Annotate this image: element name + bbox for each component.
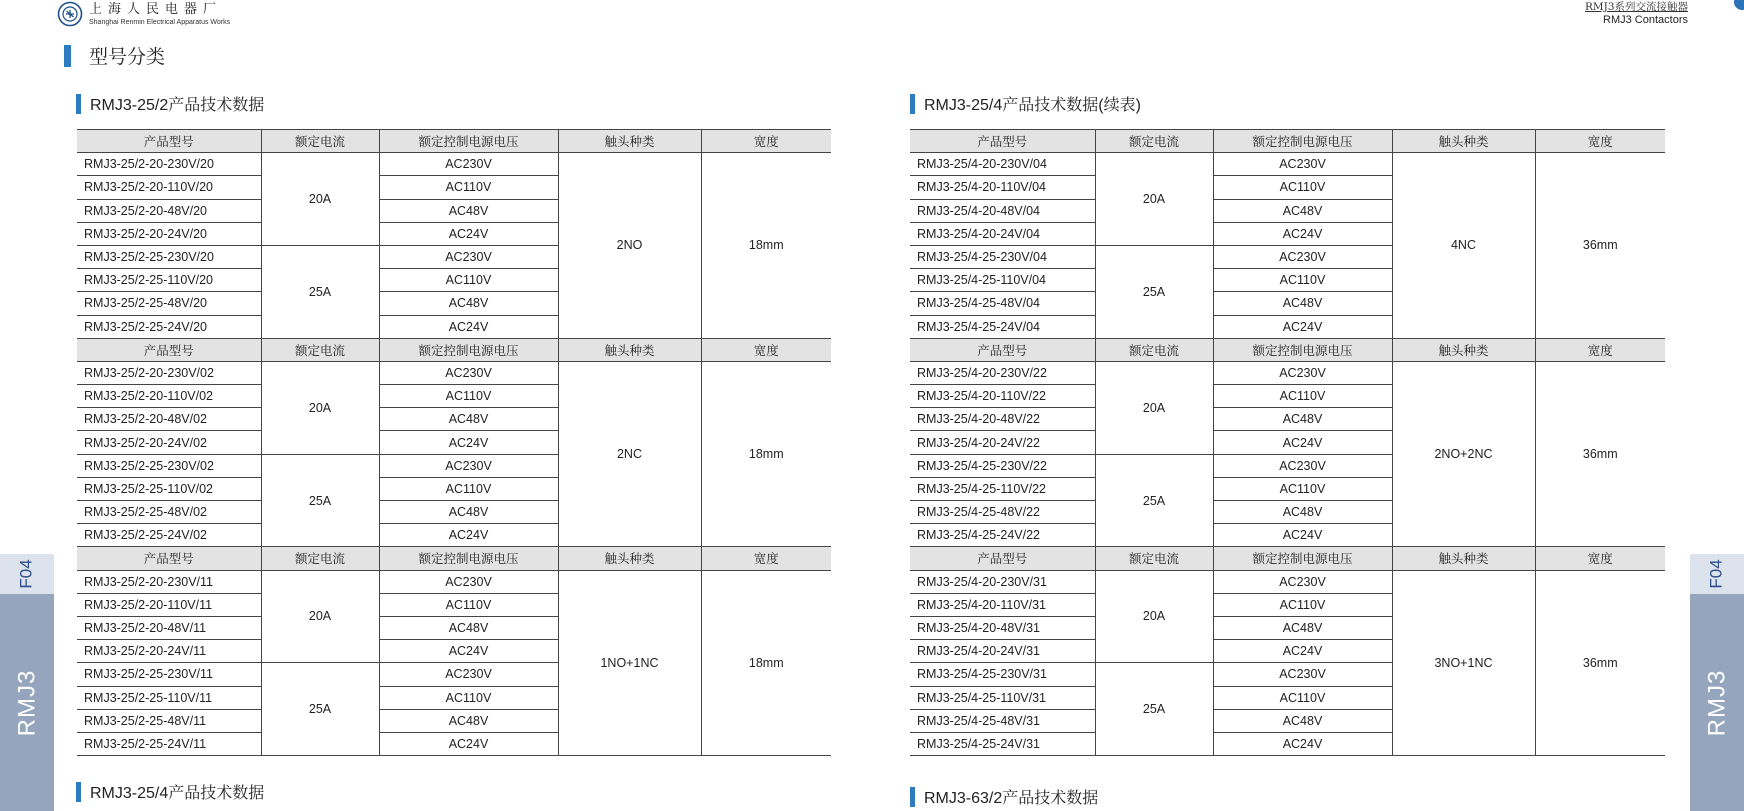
current-cell: 25A <box>1095 454 1213 547</box>
model-cell: RMJ3-25/2-20-48V/02 <box>77 408 261 431</box>
model-cell: RMJ3-25/4-25-110V/04 <box>910 269 1095 292</box>
header-model: 产品型号 <box>910 547 1095 570</box>
voltage-cell: AC230V <box>1213 245 1392 268</box>
left-table-heading <box>76 92 264 115</box>
voltage-cell: AC110V <box>379 477 558 500</box>
page-code: F04 <box>16 559 36 589</box>
voltage-cell: AC110V <box>1213 385 1392 408</box>
heading-bar <box>76 782 81 802</box>
model-cell: RMJ3-25/2-25-48V/20 <box>77 292 261 315</box>
width-cell: 36mm <box>1535 361 1665 547</box>
model-cell: RMJ3-25/4-25-230V/04 <box>910 245 1095 268</box>
current-cell: 25A <box>261 454 379 547</box>
voltage-cell: AC24V <box>379 315 558 338</box>
current-cell: 20A <box>1095 570 1213 663</box>
voltage-cell: AC110V <box>379 385 558 408</box>
model-cell: RMJ3-25/2-20-24V/11 <box>77 640 261 663</box>
bottom-right-heading <box>910 785 1098 808</box>
section-heading <box>64 42 165 69</box>
header-current: 额定电流 <box>261 547 379 570</box>
series-header <box>1585 1 1688 27</box>
model-cell: RMJ3-25/4-20-48V/04 <box>910 199 1095 222</box>
model-cell: RMJ3-25/2-25-24V/20 <box>77 315 261 338</box>
right-table-title: RMJ3-25/4产品技术数据(续表) <box>924 97 1141 114</box>
model-cell: RMJ3-25/2-20-230V/11 <box>77 570 261 593</box>
header-voltage: 额定控制电源电压 <box>1213 547 1392 570</box>
header-width: 宽度 <box>701 547 831 570</box>
voltage-cell: AC24V <box>379 431 558 454</box>
voltage-cell: AC110V <box>1213 269 1392 292</box>
table-header-row <box>910 547 1665 570</box>
model-cell: RMJ3-25/4-25-110V/31 <box>910 686 1095 709</box>
header-current: 额定电流 <box>1095 130 1213 153</box>
voltage-cell: AC110V <box>1213 686 1392 709</box>
model-cell: RMJ3-25/4-25-24V/22 <box>910 524 1095 547</box>
model-cell: RMJ3-25/2-25-24V/02 <box>77 524 261 547</box>
model-cell: RMJ3-25/4-25-24V/04 <box>910 315 1095 338</box>
header-width: 宽度 <box>1535 547 1665 570</box>
model-cell: RMJ3-25/2-20-110V/11 <box>77 593 261 616</box>
voltage-cell: AC48V <box>379 709 558 732</box>
page-code: F04 <box>1706 559 1726 589</box>
voltage-cell: AC24V <box>379 732 558 755</box>
model-cell: RMJ3-25/4-25-110V/22 <box>910 477 1095 500</box>
voltage-cell: AC110V <box>1213 176 1392 199</box>
model-cell: RMJ3-25/4-25-24V/31 <box>910 732 1095 755</box>
voltage-cell: AC48V <box>379 616 558 639</box>
product-tab-label: RMJ3 <box>1703 669 1731 736</box>
header-current: 额定电流 <box>1095 338 1213 361</box>
width-cell: 18mm <box>701 153 831 339</box>
model-cell: RMJ3-25/4-25-48V/31 <box>910 709 1095 732</box>
model-cell: RMJ3-25/4-20-230V/31 <box>910 570 1095 593</box>
model-cell: RMJ3-25/2-20-230V/02 <box>77 361 261 384</box>
model-cell: RMJ3-25/2-20-230V/20 <box>77 153 261 176</box>
voltage-cell: AC48V <box>379 501 558 524</box>
voltage-cell: AC24V <box>1213 431 1392 454</box>
header-voltage: 额定控制电源电压 <box>1213 130 1392 153</box>
voltage-cell: AC230V <box>379 153 558 176</box>
table-header-row <box>77 547 831 570</box>
width-cell: 18mm <box>701 570 831 756</box>
header-model: 产品型号 <box>77 547 261 570</box>
series-title-en: RMJ3 Contactors <box>1603 14 1688 26</box>
model-cell: RMJ3-25/4-20-230V/04 <box>910 153 1095 176</box>
company-emblem-icon <box>57 1 83 27</box>
table-row <box>910 361 1665 384</box>
width-cell: 18mm <box>701 361 831 547</box>
model-cell: RMJ3-25/4-20-24V/31 <box>910 640 1095 663</box>
table-row <box>77 153 831 176</box>
model-cell: RMJ3-25/2-25-24V/11 <box>77 732 261 755</box>
heading-bar <box>910 94 915 114</box>
header-contact: 触头种类 <box>1392 547 1535 570</box>
header-current: 额定电流 <box>261 338 379 361</box>
current-cell: 25A <box>261 245 379 338</box>
contact-type-cell: 2NO+2NC <box>1392 361 1535 547</box>
series-title-cn: RMJ3系列交流接触器 <box>1584 1 1688 13</box>
voltage-cell: AC24V <box>1213 222 1392 245</box>
model-cell: RMJ3-25/2-25-110V/02 <box>77 477 261 500</box>
voltage-cell: AC24V <box>379 640 558 663</box>
header-model: 产品型号 <box>77 338 261 361</box>
heading-bar <box>76 94 81 114</box>
contact-type-cell: 4NC <box>1392 153 1535 339</box>
current-cell: 20A <box>261 153 379 246</box>
bottom-left-title: RMJ3-25/4产品技术数据 <box>90 785 265 802</box>
table-row <box>910 570 1665 593</box>
voltage-cell: AC48V <box>379 292 558 315</box>
model-cell: RMJ3-25/2-20-48V/11 <box>77 616 261 639</box>
model-cell: RMJ3-25/2-20-24V/20 <box>77 222 261 245</box>
current-cell: 20A <box>1095 153 1213 246</box>
contact-type-cell: 2NO <box>558 153 701 339</box>
width-cell: 36mm <box>1535 153 1665 339</box>
contact-type-cell: 3NO+1NC <box>1392 570 1535 756</box>
model-cell: RMJ3-25/4-25-230V/22 <box>910 454 1095 477</box>
current-cell: 20A <box>261 570 379 663</box>
header-contact: 触头种类 <box>558 130 701 153</box>
model-cell: RMJ3-25/2-25-48V/02 <box>77 501 261 524</box>
model-cell: RMJ3-25/2-20-24V/02 <box>77 431 261 454</box>
voltage-cell: AC110V <box>1213 477 1392 500</box>
model-cell: RMJ3-25/2-25-230V/11 <box>77 663 261 686</box>
current-cell: 25A <box>1095 245 1213 338</box>
current-cell: 20A <box>1095 361 1213 454</box>
header-contact: 触头种类 <box>558 547 701 570</box>
voltage-cell: AC48V <box>1213 709 1392 732</box>
voltage-cell: AC230V <box>1213 361 1392 384</box>
header-width: 宽度 <box>701 130 831 153</box>
voltage-cell: AC230V <box>1213 570 1392 593</box>
voltage-cell: AC48V <box>379 408 558 431</box>
voltage-cell: AC24V <box>1213 640 1392 663</box>
table-header-row <box>910 130 1665 153</box>
table-row <box>910 153 1665 176</box>
model-cell: RMJ3-25/2-25-110V/11 <box>77 686 261 709</box>
voltage-cell: AC110V <box>379 269 558 292</box>
header-voltage: 额定控制电源电压 <box>379 338 558 361</box>
voltage-cell: AC110V <box>379 686 558 709</box>
model-cell: RMJ3-25/4-20-48V/22 <box>910 408 1095 431</box>
header-voltage: 额定控制电源电压 <box>379 130 558 153</box>
model-cell: RMJ3-25/2-20-110V/02 <box>77 385 261 408</box>
voltage-cell: AC48V <box>1213 408 1392 431</box>
header-contact: 触头种类 <box>558 338 701 361</box>
header-width: 宽度 <box>1535 130 1665 153</box>
heading-bar <box>910 787 915 807</box>
left-table-title: RMJ3-25/2产品技术数据 <box>90 97 265 114</box>
header-voltage: 额定控制电源电压 <box>1213 338 1392 361</box>
model-cell: RMJ3-25/2-25-110V/20 <box>77 269 261 292</box>
header-contact: 触头种类 <box>1392 130 1535 153</box>
header-current: 额定电流 <box>1095 547 1213 570</box>
voltage-cell: AC230V <box>379 361 558 384</box>
voltage-cell: AC24V <box>1213 315 1392 338</box>
model-cell: RMJ3-25/4-20-110V/31 <box>910 593 1095 616</box>
right-table-heading <box>910 92 1141 115</box>
contact-type-cell: 1NO+1NC <box>558 570 701 756</box>
model-cell: RMJ3-25/4-20-48V/31 <box>910 616 1095 639</box>
table-row <box>77 361 831 384</box>
header-model: 产品型号 <box>910 338 1095 361</box>
voltage-cell: AC24V <box>1213 524 1392 547</box>
corner-marker <box>1734 0 1744 10</box>
model-cell: RMJ3-25/4-20-110V/22 <box>910 385 1095 408</box>
voltage-cell: AC230V <box>1213 153 1392 176</box>
model-cell: RMJ3-25/4-20-24V/22 <box>910 431 1095 454</box>
bottom-left-heading <box>76 780 264 803</box>
voltage-cell: AC110V <box>379 593 558 616</box>
company-name-en: Shanghai Renmin Electrical Apparatus Works <box>89 18 231 26</box>
header-model: 产品型号 <box>77 130 261 153</box>
voltage-cell: AC230V <box>1213 454 1392 477</box>
right-side-tab <box>1690 554 1744 811</box>
model-cell: RMJ3-25/4-25-48V/04 <box>910 292 1095 315</box>
voltage-cell: AC230V <box>379 245 558 268</box>
model-cell: RMJ3-25/4-20-24V/04 <box>910 222 1095 245</box>
voltage-cell: AC230V <box>379 663 558 686</box>
current-cell: 25A <box>261 663 379 756</box>
right-spec-table <box>910 129 1665 756</box>
voltage-cell: AC48V <box>379 199 558 222</box>
voltage-cell: AC230V <box>379 570 558 593</box>
voltage-cell: AC48V <box>1213 199 1392 222</box>
voltage-cell: AC48V <box>1213 501 1392 524</box>
header-model: 产品型号 <box>910 130 1095 153</box>
company-name-cn: 上海人民电器厂 <box>89 1 223 17</box>
left-spec-table <box>77 129 831 756</box>
header-contact: 触头种类 <box>1392 338 1535 361</box>
section-title: 型号分类 <box>89 47 166 68</box>
voltage-cell: AC24V <box>379 524 558 547</box>
header-width: 宽度 <box>1535 338 1665 361</box>
model-cell: RMJ3-25/2-25-230V/20 <box>77 245 261 268</box>
voltage-cell: AC24V <box>1213 732 1392 755</box>
voltage-cell: AC110V <box>379 176 558 199</box>
table-header-row <box>910 338 1665 361</box>
header-width: 宽度 <box>701 338 831 361</box>
voltage-cell: AC230V <box>379 454 558 477</box>
table-row <box>77 570 831 593</box>
model-cell: RMJ3-25/2-20-110V/20 <box>77 176 261 199</box>
table-header-row <box>77 338 831 361</box>
product-tab-label: RMJ3 <box>13 669 41 736</box>
contact-type-cell: 2NC <box>558 361 701 547</box>
left-side-tab <box>0 554 54 811</box>
model-cell: RMJ3-25/4-20-110V/04 <box>910 176 1095 199</box>
header-current: 额定电流 <box>261 130 379 153</box>
model-cell: RMJ3-25/4-25-230V/31 <box>910 663 1095 686</box>
voltage-cell: AC110V <box>1213 593 1392 616</box>
voltage-cell: AC230V <box>1213 663 1392 686</box>
current-cell: 20A <box>261 361 379 454</box>
voltage-cell: AC48V <box>1213 616 1392 639</box>
bottom-right-title: RMJ3-63/2产品技术数据 <box>924 790 1099 807</box>
header-voltage: 额定控制电源电压 <box>379 547 558 570</box>
width-cell: 36mm <box>1535 570 1665 756</box>
voltage-cell: AC48V <box>1213 292 1392 315</box>
table-header-row <box>77 130 831 153</box>
heading-bar <box>64 45 71 67</box>
current-cell: 25A <box>1095 663 1213 756</box>
voltage-cell: AC24V <box>379 222 558 245</box>
model-cell: RMJ3-25/2-25-48V/11 <box>77 709 261 732</box>
model-cell: RMJ3-25/2-25-230V/02 <box>77 454 261 477</box>
company-logo <box>57 1 230 27</box>
model-cell: RMJ3-25/2-20-48V/20 <box>77 199 261 222</box>
model-cell: RMJ3-25/4-20-230V/22 <box>910 361 1095 384</box>
model-cell: RMJ3-25/4-25-48V/22 <box>910 501 1095 524</box>
